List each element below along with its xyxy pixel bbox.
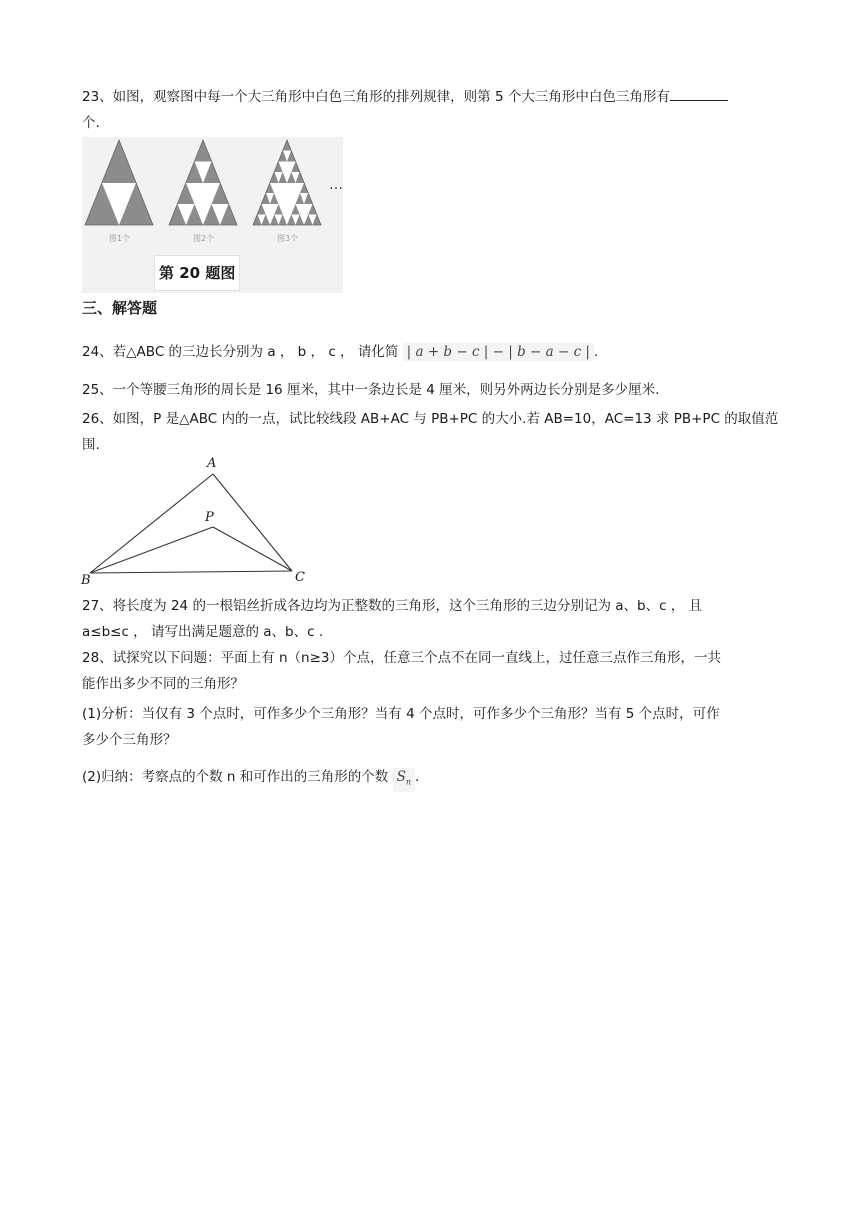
q24-line bbox=[82, 343, 598, 361]
q23-line2: 个. bbox=[82, 115, 100, 131]
q25-line: 25、一个等腰三角形的周长是 16 厘米，其中一条边长是 4 厘米，则另外两边长分别是多少厘米. bbox=[82, 382, 660, 398]
figure-label-3: 图3个 bbox=[277, 234, 299, 243]
triangle-figure-1 bbox=[85, 140, 153, 225]
ellipsis: … bbox=[329, 177, 343, 193]
q26-line2: 围. bbox=[82, 437, 100, 453]
figure-caption: 第 20 题图 bbox=[154, 255, 240, 291]
q28-part2-line bbox=[82, 768, 419, 792]
q28-line1: 28、试探究以下问题：平面上有 n（n≥3）个点，任意三个点不在同一直线上，过任意三点作三角形，一共 bbox=[82, 650, 721, 666]
q24-text: 24、若△ABC 的三边长分别为 a ， b ， c ， 请化简 bbox=[82, 344, 399, 360]
point-c-label: C bbox=[295, 570, 305, 585]
q28-part2-text: (2)归纳：考察点的个数 n 和可作出的三角形的个数 bbox=[82, 769, 389, 785]
triangle-figure-3 bbox=[253, 140, 321, 225]
point-b-label: B bbox=[81, 573, 91, 588]
q28-part2-symbol: $S_n$ bbox=[393, 768, 415, 792]
figure-label-1: 图1个 bbox=[109, 234, 131, 243]
q23-text: 23、如图，观察图中每一个大三角形中白色三角形的排列规律，则第 5 个大三角形中白色三角形有 bbox=[82, 89, 670, 105]
q27-line2: a≤b≤c ， 请写出满足题意的 a、b、c . bbox=[82, 624, 324, 640]
figure-label-2: 图2个 bbox=[193, 234, 215, 243]
q24-formula: | a + b − c | − | b − a − c | bbox=[403, 343, 594, 361]
q28-part1-line1: (1)分析：当仅有 3 个点时，可作多少个三角形？当有 4 个点时，可作多少个三角形？当有 5 个点时，可作 bbox=[82, 706, 720, 722]
q28-part2-end: . bbox=[414, 769, 420, 785]
triangle-figure-2 bbox=[169, 140, 237, 225]
point-p-label: P bbox=[205, 510, 214, 525]
point-a-label: A bbox=[207, 456, 217, 471]
sierpinski-figure bbox=[82, 137, 343, 293]
q24-end: . bbox=[593, 344, 599, 360]
triangle-abc-figure bbox=[80, 455, 320, 587]
q27-line1: 27、将长度为 24 的一根铝丝折成各边均为正整数的三角形，这个三角形的三边分别记为 a、b、c ， 且 bbox=[82, 598, 703, 614]
q28-part1-line2: 多少个三角形？ bbox=[82, 732, 177, 748]
q23-answer-blank[interactable] bbox=[670, 88, 728, 101]
q28-line2: 能作出多少不同的三角形？ bbox=[82, 676, 244, 692]
section-heading: 三、解答题 bbox=[82, 299, 158, 317]
q26-line1: 26、如图，P 是△ABC 内的一点，试比较线段 AB+AC 与 PB+PC 的大小.若 AB=10，AC=13 求 PB+PC 的取值范 bbox=[82, 411, 779, 427]
q23-line1 bbox=[82, 88, 728, 106]
